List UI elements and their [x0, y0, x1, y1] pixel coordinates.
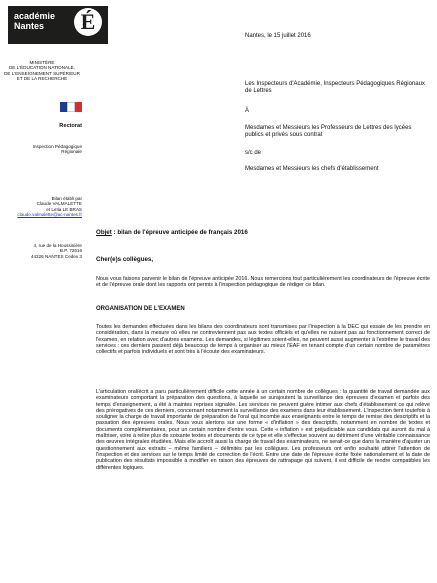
intro-paragraph: Nous vous faisons parvenir le bilan de l'épreuve anticipée 2016. Nous remercions tout particulièrement les coordinateurs de l'épreuve écrite et de l'épreuve orale dont les rapports ont permis à l'inspection pédagogique de rédiger ce bilan. [96, 276, 430, 289]
recipient-sc: s/c de [245, 150, 262, 156]
letter-date: Nantes, le 15 juillet 2016 [245, 33, 311, 39]
postal-address: 4, rue de la Houssinière B.P. 72616 44326 NANTES Cedex 3 [30, 243, 82, 259]
flag-red [75, 102, 82, 112]
flag-blue [60, 102, 67, 112]
ministry-name: MINISTÈRE DE L'ÉDUCATION NATIONALE, DE L'ENSEIGNEMENT SUPÉRIEUR ET DE LA RECHERCHE [4, 60, 80, 82]
academie-logo [8, 6, 108, 44]
subject-line: Objet : bilan de l'épreuve anticipée de français 2016 [96, 229, 248, 236]
greeting: Cher(e)s collègues, [96, 256, 154, 263]
recipient-inspectors: Les Inspecteurs d'Académie, Inspecteurs Pédagogiques Régionaux de Lettres [245, 81, 425, 95]
paragraph-demandes: Toutes les demandes effectuées dans les bilans des coordinateurs sont transmises par l'inspection à la DEC qui essaie de les prendre en considération, dans la mesure où elles ne contreviennent pas aux textes officiels et qu'elles ne nuisent pas au fonctionnement correct de l'examen, en relation avec d'autres examens. Les demandes, si légitimes soient-elles, ne peuvent aussi augmenter à l'extrême le travail des services : ces derniers passent déjà beaucoup de temps à organiser au mieux l'EAF en tenant compte d'un certain nombre de paramètres collectifs et parfois individuels et sont très à l'écoute des examinateurs. [96, 324, 430, 356]
email-link[interactable]: claude.valmalette@ac-nantes.fr [17, 212, 82, 218]
section-heading: ORGANISATION DE L'EXAMEN [96, 306, 185, 312]
rectorat-label: Rectorat [59, 123, 82, 129]
paragraph-articulation: L'articulation oral/écrit a paru particulièrement difficile cette année à un certain nombre de collègues : la quantité de travail demandée aux examinateurs comportant la préparation des questions, à laquelle se surajoutent la surveillance des épreuves d'examen et parfois des temps d'enseignement, a été à maintes reprises signalée. Les services ne peuvent guère intimer aux chefs d'établissement ce qui relève des prérogatives de ces derniers, concernant notamment la surveillance des examens dans leur établissement. L'inspection tient toutefois à souligner la charge de travail importante de préparation de l'oral qui incombe aux enseignants entre le temps de remise des descriptifs et la passation des épreuves orales. Nous vous alertons sur une forme « d'inflation » des descriptifs, notamment en nombre de textes et documents complémentaires, pour un certain nombre d'entre vous. Cette « inflation » est préjudiciable aux candidats qui auront du mal à maîtriser, voire à relire plus de soixante textes et documents de ce type et elle s'effectue souvent au détriment d'une véritable connaissance des œuvres intégrales étudiées. Mais elle accroît aussi la charge de travail des examinateurs, ne serait-ce que dans la manière d'ajuster un questionnement aux extraits – même familiers – délimités par les collègues. Les professeurs ont enfin souhaité attirer l'attention de l'inspection et des services sur le temps limité de correction de l'écrit. Entre une date de l'épreuve écrite fixée nationalement et la date de publication des résultats impossible à modifier en raison des épreuves de rattrapage qui suivent, il est difficile de rendre compatibles les différentes logiques. [96, 389, 430, 471]
logo-emblem: É [74, 8, 102, 36]
author-block: Bilan établi par Claude VALMALETTE et Leïla LE BRAS claude.valmalette@ac-nantes.fr [2, 196, 82, 218]
inspection-label: Inspection Pédagogique Régionale [32, 144, 82, 155]
flag-white [67, 102, 74, 112]
french-flag-icon [60, 102, 82, 112]
recipient-a: À [245, 108, 250, 114]
logo-text: académie Nantes [14, 11, 56, 31]
recipient-heads: Mesdames et Messieurs les chefs d'établissement [245, 166, 379, 172]
recipient-teachers: Mesdames et Messieurs les Professeurs de Lettres des lycées publics et privés sous contrat [245, 125, 412, 139]
